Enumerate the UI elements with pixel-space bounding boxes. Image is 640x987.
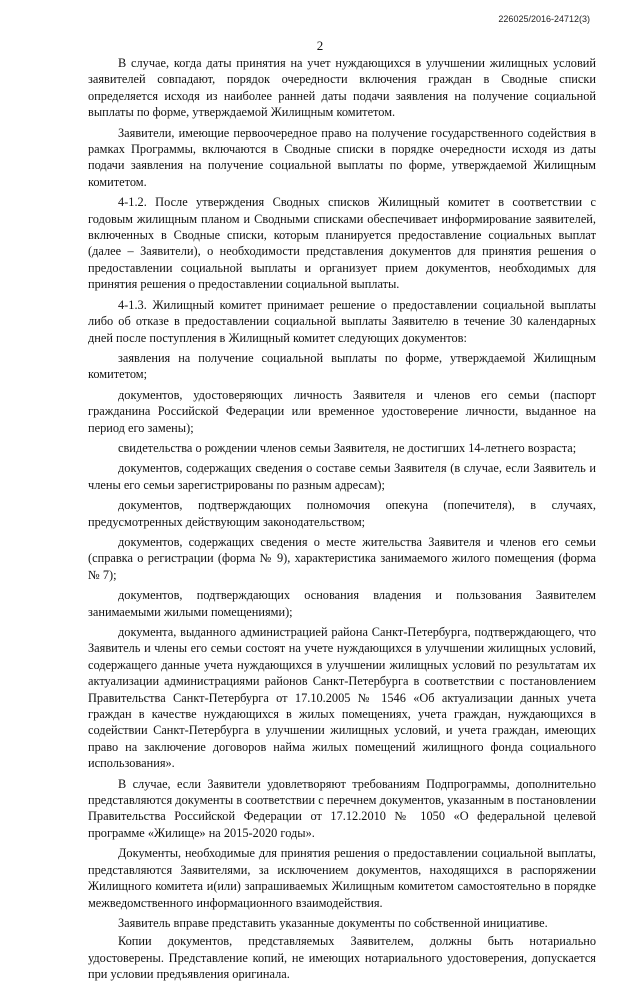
document-id: 226025/2016-24712(3) [498, 14, 590, 24]
list-item: документов, содержащих сведения о месте жительства Заявителя и членов его семьи (справка о регистрации (форма № 9), характеристика занимаемого жилого помещения (форма № 7); [88, 534, 596, 582]
paragraph: 4-1.3. Жилищный комитет принимает решение о предоставлении социальной выплаты либо об отказе в предоставлении социальной выплаты Заявителю в течение 30 календарных дней после поступления в Жилищный комитет следующих документов: [88, 297, 596, 345]
list-item: документов, удостоверяющих личность Заявителя и членов его семьи (паспорт гражданина Российской Федерации или временное удостоверение личности, выданное на период его замены); [88, 387, 596, 435]
list-item: документов, подтверждающих полномочия опекуна (попечителя), в случаях, предусмотренных действующим законодательством; [88, 498, 596, 529]
page-number: 2 [316, 38, 324, 53]
list-item: документа, выданного администрацией района Санкт-Петербурга, подтверждающего, что Заявитель и члены его семьи состоят на учете нуждающихся в улучшении жилищных условий, содержащего данные учета нуждающихся в улучшении жилищных условий по результатам их актуализации администрациями районов Санкт-Петербурга в соответствии с постановлением Правительства Санкт-Петербурга от 17.10.2005 № 1546 «Об актуализации данных учета граждан в качестве нуждающихся в жилых помещениях, учета граждан, нуждающихся в содействии Санкт-Петербурга в улучшении жилищных условий, и учета граждан, имеющих право на заключение договоров найма жилых помещений жилищного фонда социального использования». [88, 625, 596, 771]
paragraph: Документы, необходимые для принятия решения о предоставлении социальной выплаты, представляются Заявителями, за исключением документов, находящихся в распоряжении Жилищного комитета и(или) запрашиваемых Жилищным комитетом самостоятельно в порядке межведомственного информационного взаимодействия. [88, 846, 596, 910]
paragraph: Заявители, имеющие первоочередное право на получение государственного содействия в рамках Программы, включаются в Сводные списки в порядке очередности исходя из даты подачи заявления на получение социальной выплаты по форме, утверждаемой Жилищным комитетом. [88, 125, 596, 189]
list-item: заявления на получение социальной выплаты по форме, утверждаемой Жилищным комитетом; [88, 350, 596, 382]
document-body [88, 55, 596, 987]
list-item: свидетельства о рождении членов семьи Заявителя, не достигших 14-летнего возраста; [118, 440, 577, 455]
list-item: документов, содержащих сведения о составе семьи Заявителя (в случае, если Заявитель и члены его семьи зарегистрированы по разным адресам); [88, 461, 596, 492]
list-item: документов, подтверждающих основания владения и пользования Заявителем занимаемыми жилыми помещениями); [88, 588, 596, 619]
paragraph: 4-1.2. После утверждения Сводных списков Жилищный комитет в соответствии с годовым жилищным планом и Сводными списками обеспечивает информирование заявителей, включенных в Сводные списки, которым планируется предоставление социальных выплат (далее – Заявители), о необходимости представления документов для принятия решения о предоставлении социальной выплаты и организует прием документов, необходимых для принятия решения о предоставлении социальной выплаты. [88, 195, 596, 292]
paragraph: В случае, если Заявители удовлетворяют требованиям Подпрограммы, дополнительно представляются документы в соответствии с перечнем документов, указанным в постановлении Правительства Российской Федерации от 17.12.2010 № 1050 «О федеральной целевой программе «Жилище» на 2015-2020 годы». [88, 776, 596, 840]
paragraph: Копии документов, представляемых Заявителем, должны быть нотариально удостоверены. Представление копий, не имеющих нотариального удостоверения, допускается при условии предъявления оригинала. [88, 934, 596, 982]
paragraph: В случае, когда даты принятия на учет нуждающихся в улучшении жилищных условий заявителей совпадают, порядок очередности включения граждан в Сводные списки определяется исходя из наиболее ранней даты подачи заявления на получение социальной выплаты по форме, утверждаемой Жилищным комитетом. [88, 56, 596, 120]
paragraph: Заявитель вправе представить указанные документы по собственной инициативе. [118, 915, 548, 930]
